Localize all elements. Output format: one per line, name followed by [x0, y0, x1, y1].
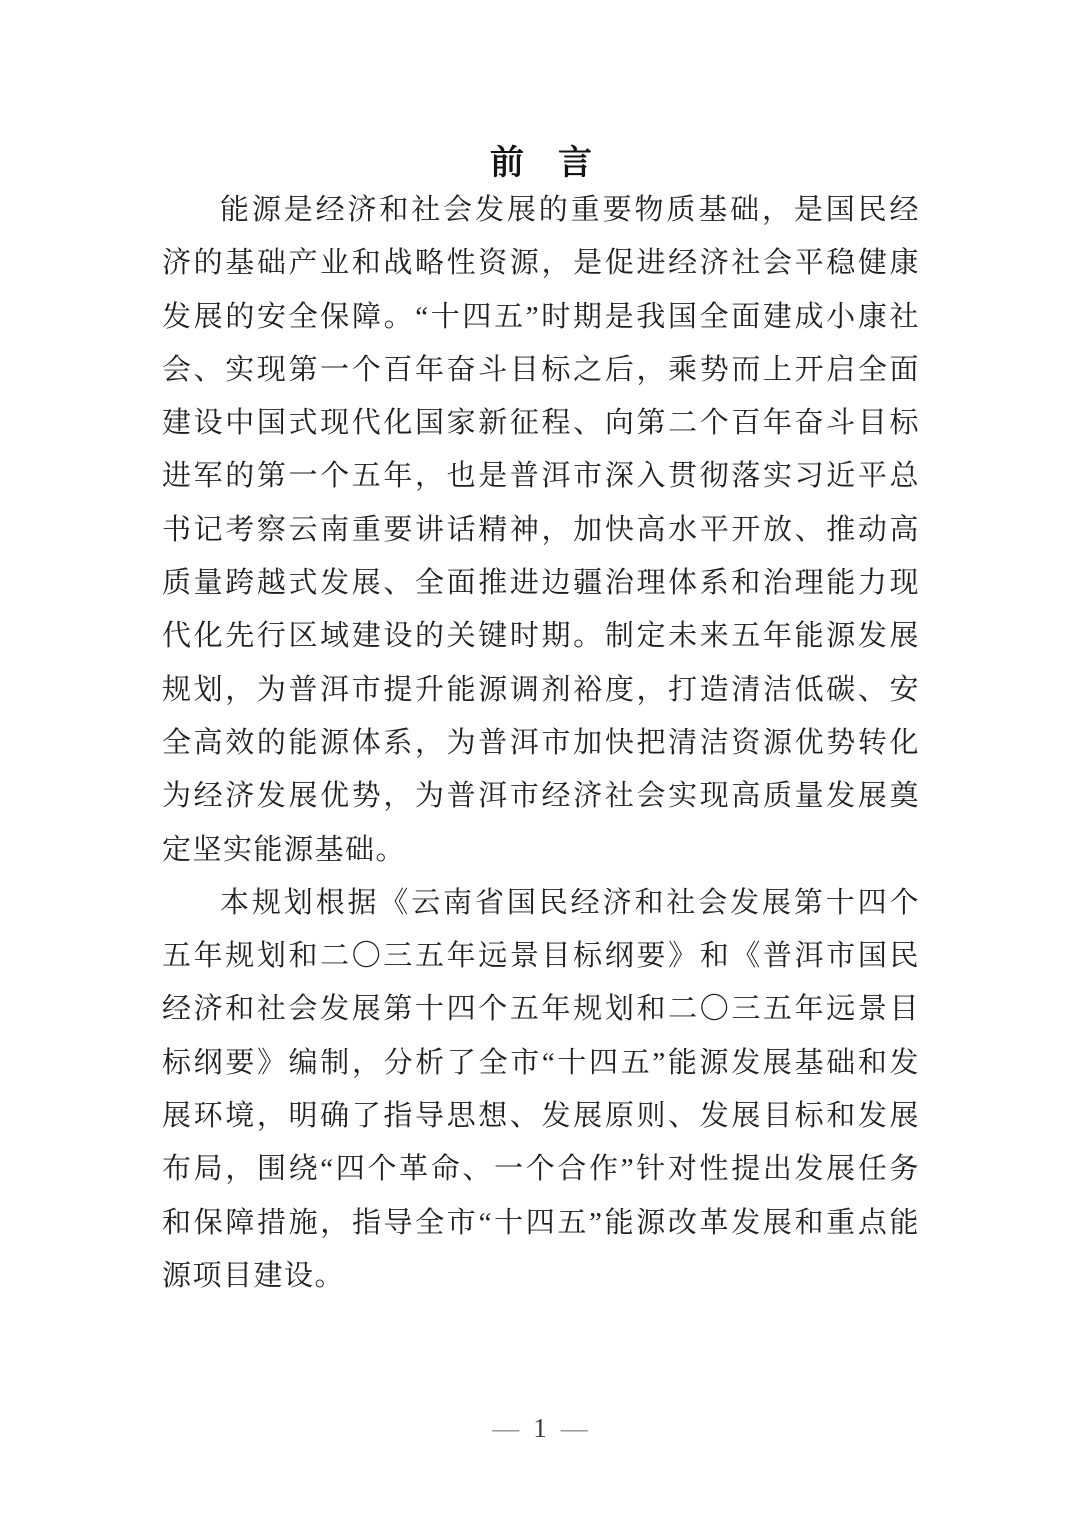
footer-dash-right: — — [560, 1413, 588, 1443]
footer-dash-left: — — [492, 1413, 520, 1443]
page-title: 前 言 — [490, 144, 592, 182]
paragraph-intro: 能源是经济和社会发展的重要物质基础，是国民经济的基础产业和战略性资源，是促进经济社会平稳健康发展的安全保障。“十四五”时期是我国全面建成小康社会、实现第一个百年奋斗目标之后，乘势而上开启全面建设中国式现代化国家新征程、向第二个百年奋斗目标进军的第一个五年，也是普洱市深入贯彻落实习近平总书记考察云南重要讲话精神，加快高水平开放、推动高质量跨越式发展、全面推进边疆治理体系和治理能力现代化先行区域建设的关键时期。制定未来五年能源发展规划，为普洱市提升能源调剂裕度，打造清洁低碳、安全高效的能源体系，为普洱市加快把清洁资源优势转化为经济发展优势，为普洱市经济社会实现高质量发展奠定坚实能源基础。 — [162, 194, 920, 866]
page-footer — [0, 1408, 1080, 1448]
document-body — [162, 184, 920, 1303]
paragraph-basis: 本规划根据《云南省国民经济和社会发展第十四个五年规划和二〇三五年远景目标纲要》和《普洱市国民经济和社会发展第十四个五年规划和二〇三五年远景目标纲要》编制，分析了全市“十四五”能源发展基础和发展环境，明确了指导思想、发展原则、发展目标和发展布局，围绕“四个革命、一个合作”针对性提出发展任务和保障措施，指导全市“十四五”能源改革发展和重点能源项目建设。 — [162, 886, 920, 1292]
page-number: 1 — [533, 1413, 547, 1443]
